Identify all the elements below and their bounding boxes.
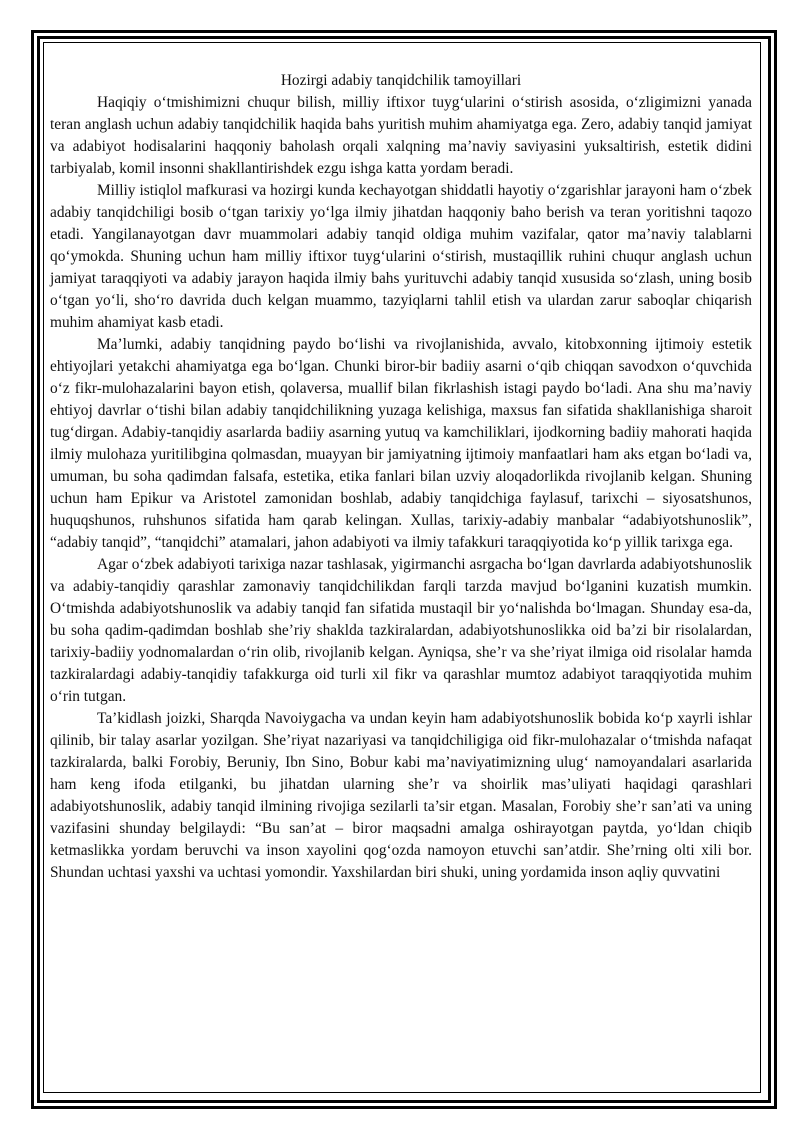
paragraph-1: Haqiqiy o‘tmishimizni chuqur bilish, milliy iftixor tuyg‘ularini o‘stirish asosida, o‘zligimizni yanada teran anglash uchun adabiy tanqidchilik haqida bahs yuritish muhim ahamiyatga ega. Zero, adabiy tanqid jamiyat va adabiyot hodisalarini haqqoniy baholash orqali xalqning ma’naviy saviyasini yuksaltirish, estetik didini tarbiyalab, komil insonni shakllantirishdek ezgu ishga katta yordam beradi. xyxy=(50,94,752,177)
document-body xyxy=(50,70,752,884)
paragraph-5: Ta’kidlash joizki, Sharqda Navoiygacha va undan keyin ham adabiyotshunoslik bobida ko‘p xayrli ishlar qilinib, bir talay asarlar yozilgan. She’riyat nazariyasi va tanqidchiligiga oid fikr-mulohazalar o‘tmishda nafaqat tazkiralarda, balki Forobiy, Beruniy, Ibn Sino, Bobur kabi ma’naviyatimizning ulug‘ namoyandalari asarlarida ham keng ifoda etilganki, bu jihatdan ularning she’r va shoirlik mas’uliyati haqidagi qarashlari adabiyotshunoslik, adabiy tanqid ilmining rivojiga sezilarli ta’sir etgan. Masalan, Forobiy she’r san’ati va uning vazifasini shunday belgilaydi: “Bu san’at – biror maqsadni amalga oshirayotgan paytda, yo‘ldan chiqib ketmaslikka yordam beruvchi va inson xayolini qog‘ozda namoyon etuvchi san’atdir. She’rning olti xili bor. Shundan uchtasi yaxshi va uchtasi yomondir. Yaxshilardan biri shuki, uning yordamida inson aqliy quvvatini xyxy=(50,710,752,881)
paragraph-2: Milliy istiqlol mafkurasi va hozirgi kunda kechayotgan shiddatli hayotiy o‘zgarishlar jarayoni ham o‘zbek adabiy tanqidchiligi bosib o‘tgan tarixiy yo‘lga ilmiy jihatdan haqqoniy baho berish va teran yoritishni taqozo etadi. Yangilanayotgan davr muammolari adabiy tanqid oldiga muhim vazifalar, qator ma’naviy talablarni qo‘ymokda. Shuning uchun ham milliy iftixor tuyg‘ularini o‘stirish, mustaqillik ruhini chuqur anglash uchun jamiyat taraqqiyoti va adabiy jarayon haqida ilmiy bahs yurituvchi adabiy tanqid xususida so‘zlash, uning bosib o‘tgan yo‘li, sho‘ro davrida duch kelgan muammo, tazyiqlarni tahlil etish va ulardan zarur saboqlar chiqarish muhim ahamiyat kasb etadi. xyxy=(50,182,752,331)
document-title: Hozirgi adabiy tanqidchilik tamoyillari xyxy=(280,72,522,89)
paragraph-4: Agar o‘zbek adabiyoti tarixiga nazar tashlasak, yigirmanchi asrgacha bo‘lgan davrlarda adabiyotshunoslik va adabiy-tanqidiy qarashlar zamonaviy tanqidchilikdan farqli tarzda mavjud bo‘lganini kuzatish mumkin. O‘tmishda adabiyotshunoslik va adabiy tanqid fan sifatida mustaqil bir yo‘nalishda bo‘lmagan. Shunday esa-da, bu soha qadim-qadimdan boshlab she’riy shaklda tazkiralardan, adabiyotshunoslikka oid ba’zi bir risolalardan, tarixiy-badiiy yodnomalardan o‘rin olib, rivojlanib kelgan. Ayniqsa, she’r va she’riyat ilmiga oid risolalar hamda tazkiralardagi adabiy-tanqidiy tafakkurga oid turli xil fikr va qarashlar mumtoz adabiyot taraqqiyotida muhim o‘rin tutgan. xyxy=(50,556,752,705)
paragraph-3: Ma’lumki, adabiy tanqidning paydo bo‘lishi va rivojlanishida, avvalo, kitobxonning ijtimoiy estetik ehtiyojlari yetakchi ahamiyatga ega bo‘lgan. Chunki biror-bir badiiy asarni o‘qib chiqqan savodxon o‘quvchida o‘z fikr-mulohazalarini bayon etish, qolaversa, muallif bilan fikrlashish istagi paydo bo‘ladi. Ana shu ma’naviy ehtiyoj davrlar o‘tishi bilan adabiy tanqidchilikning yuzaga kelishiga, maxsus fan sifatida shakllanishiga sharoit tug‘dirgan. Adabiy-tanqidiy asarlarda badiiy asarning yutuq va kamchiliklari, ijodkorning badiiy mahorati haqida ilmiy mulohaza yuritilibgina qolmasdan, muayyan bir jamiyatning ijtimoiy manfaatlari ham aks etgan bo‘ladi va, umuman, bu soha qadimdan falsafa, estetika, etika fanlari bilan uzviy aloqadorlikda rivojlanib kelgan. Shuning uchun ham Epikur va Aristotel zamonidan boshlab, adabiy tanqidchiga faylasuf, tarixchi – siyosatshunos, huquqshunos, ruhshunos sifatida ham qarab kelingan. Xullas, tarixiy-adabiy manbalar “adabiyotshunoslik”, “adabiy tanqid”, “tanqidchi” atamalari, jahon adabiyoti va ilmiy tafakkuri taraqqiyotida ko‘p yillik tarixga ega. xyxy=(50,336,752,551)
